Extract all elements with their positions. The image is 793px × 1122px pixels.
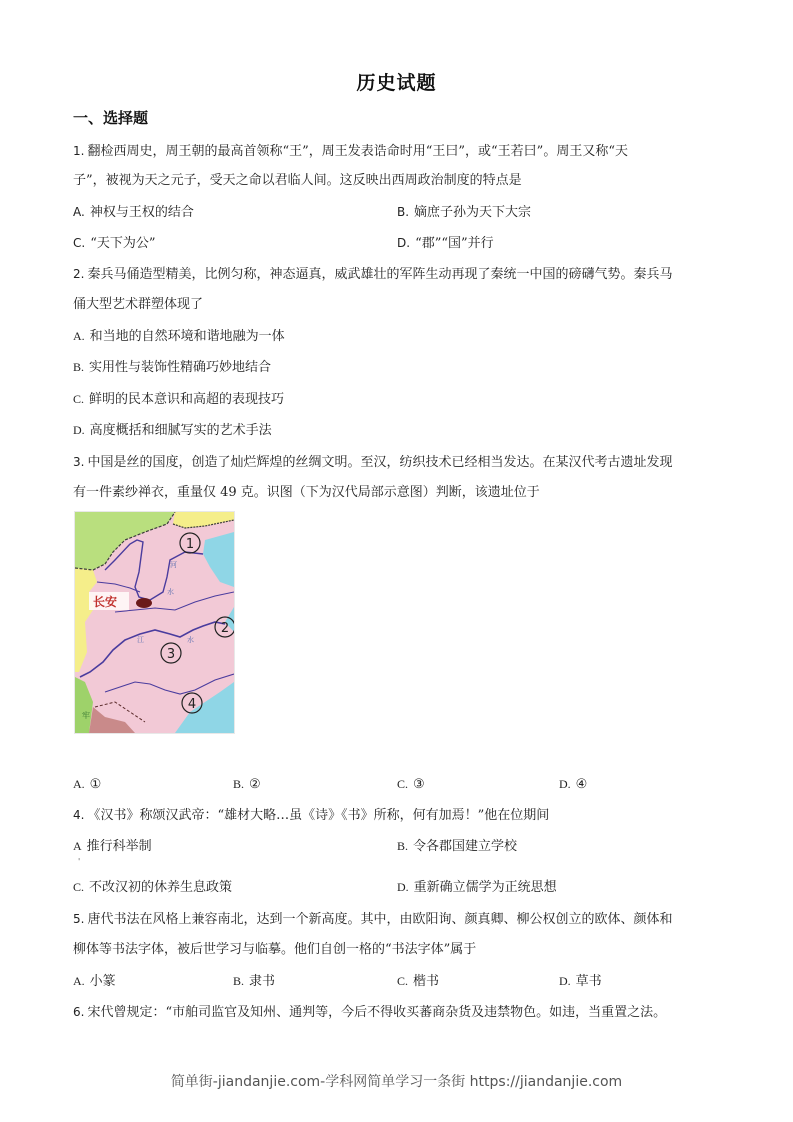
question-text: 宋代曾规定：“市舶司监官及知州、通判等，今后不得收买蕃商杂货及违禁物色。如违，当重置之法。 [87, 1005, 667, 1020]
option-label: B. [233, 974, 245, 988]
question-2-line-2: 俑大型艺术群塑体现了 [73, 297, 204, 312]
option-label: A [73, 839, 82, 853]
svg-text:水: 水 [187, 636, 194, 644]
option-label: A. [73, 974, 85, 988]
question-1-option-b[interactable] [397, 203, 531, 222]
question-4-option-c[interactable] [73, 878, 232, 897]
question-3-line-2: 有一件素纱禅衣，重量仅 49 克。识图（下为汉代局部示意图）判断，该遗址位于 [73, 485, 540, 500]
option-label: C. [73, 880, 85, 894]
question-3-option-c[interactable] [397, 775, 425, 794]
question-number: 1. [73, 144, 85, 158]
question-number: 4. [73, 808, 85, 822]
question-text: 唐代书法在风格上兼容南北，达到一个新高度。其中，由欧阳询、颜真卿、柳公权创立的欧体、颜体和 [87, 912, 673, 927]
option-text: 实用性与装饰性精确巧妙地结合 [89, 360, 272, 375]
question-number: 6. [73, 1005, 85, 1019]
question-2-option-a[interactable] [73, 327, 285, 346]
option-text: 草书 [575, 974, 602, 989]
map-city-label: 长安 [93, 595, 118, 609]
option-label: B. [73, 360, 85, 374]
option-text: “天下为公” [90, 236, 156, 251]
option-label: D. [559, 974, 571, 988]
question-3-option-a[interactable] [73, 775, 101, 794]
svg-text:4: 4 [187, 697, 197, 712]
question-text: 翻检西周史，周王朝的最高首领称“王”，周王发表诰命时用“王曰”，或“王若曰”。周王又称“天 [87, 144, 628, 159]
svg-text:牢: 牢 [82, 711, 90, 720]
question-2-option-b[interactable] [73, 358, 271, 377]
question-5-option-c[interactable] [397, 972, 439, 991]
han-dynasty-map [74, 511, 235, 734]
option-label: A. [73, 329, 85, 343]
option-text: 令各郡国建立学校 [413, 839, 518, 854]
option-text: 高度概括和细腻写实的艺术手法 [89, 423, 272, 438]
stray-mark: ' [78, 857, 81, 866]
svg-text:2: 2 [220, 621, 230, 636]
option-text: 鲜明的民本意识和高超的表现技巧 [89, 392, 285, 407]
option-label: B. [397, 205, 410, 219]
option-text: ② [249, 777, 261, 792]
option-text: 不改汉初的休养生息政策 [89, 880, 233, 895]
question-1-option-a[interactable] [73, 203, 194, 222]
question-1-line-2: 子”，被视为天之元子，受天之命以君临人间。这反映出西周政治制度的特点是 [73, 173, 522, 188]
option-text: ③ [413, 777, 425, 792]
question-4-option-a[interactable] [73, 837, 152, 856]
footer-watermark: 简单街-jiandanjie.com-学科网简单学习一条街 https://jiandanjie.com [170, 1074, 623, 1090]
question-text: 中国是丝的国度，创造了灿烂辉煌的丝绸文明。至汉，纺织技术已经相当发达。在某汉代考古遗址发现 [87, 455, 673, 470]
option-label: D. [559, 777, 571, 791]
svg-text:水: 水 [167, 588, 174, 596]
option-text: 重新确立儒学为正统思想 [413, 880, 557, 895]
option-label: B. [397, 839, 409, 853]
question-text: 秦兵马俑造型精美，比例匀称，神态逼真，威武雄壮的军阵生动再现了秦统一中国的磅礴气势。秦兵马 [87, 267, 673, 282]
question-3-option-d[interactable] [559, 775, 587, 794]
question-3-option-b[interactable] [233, 775, 261, 794]
question-text: 《汉书》称颂汉武帝：“雄材大略…虽《诗》《书》所称，何有加焉！”他在位期间 [87, 808, 550, 823]
svg-text:3: 3 [166, 647, 176, 662]
option-text: ① [89, 777, 102, 792]
question-2-option-d[interactable] [73, 421, 272, 440]
question-4-option-b[interactable] [397, 837, 517, 856]
option-text: 神权与王权的结合 [89, 205, 194, 220]
question-3-line-1 [73, 453, 672, 472]
option-label: A. [73, 777, 85, 791]
question-1-option-c[interactable] [73, 234, 156, 253]
option-label: D. [397, 236, 411, 250]
option-text: 小篆 [89, 974, 116, 989]
question-5-line-1 [73, 910, 672, 929]
question-1-option-d[interactable] [397, 234, 494, 253]
question-4-line-1 [73, 806, 549, 825]
svg-text:江: 江 [137, 636, 144, 644]
question-5-line-2: 柳体等书法字体，被后世学习与临摹。他们自创一格的“书法字体”属于 [73, 942, 477, 957]
question-4-option-d[interactable] [397, 878, 557, 897]
option-label: D. [397, 880, 409, 894]
page-title: 历史试题 [356, 72, 437, 94]
question-6-line-1 [73, 1003, 666, 1022]
option-label: B. [233, 777, 245, 791]
question-5-option-d[interactable] [559, 972, 602, 991]
option-text: 隶书 [249, 974, 276, 989]
option-text: 楷书 [413, 974, 440, 989]
question-number: 5. [73, 912, 85, 926]
question-5-option-a[interactable] [73, 972, 116, 991]
question-number: 3. [73, 455, 85, 469]
svg-text:1: 1 [185, 537, 195, 552]
question-1-line-1 [73, 142, 628, 161]
option-label: C. [397, 777, 409, 791]
option-text: ④ [575, 777, 588, 792]
question-2-option-c[interactable] [73, 390, 284, 409]
option-label: C. [397, 974, 409, 988]
option-text: 嫡庶子孙为天下大宗 [414, 205, 532, 220]
question-2-line-1 [73, 265, 672, 284]
svg-text:河: 河 [170, 561, 177, 569]
option-text: 和当地的自然环境和谐地融为一体 [89, 329, 285, 344]
option-text: 推行科举制 [86, 839, 152, 854]
section-heading: 一、选择题 [73, 109, 149, 127]
option-label: D. [73, 423, 85, 437]
question-5-option-b[interactable] [233, 972, 275, 991]
question-number: 2. [73, 267, 85, 281]
option-label: C. [73, 392, 85, 406]
option-label: C. [73, 236, 86, 250]
option-label: A. [73, 205, 85, 219]
option-text: “郡”“国”并行 [415, 236, 494, 251]
